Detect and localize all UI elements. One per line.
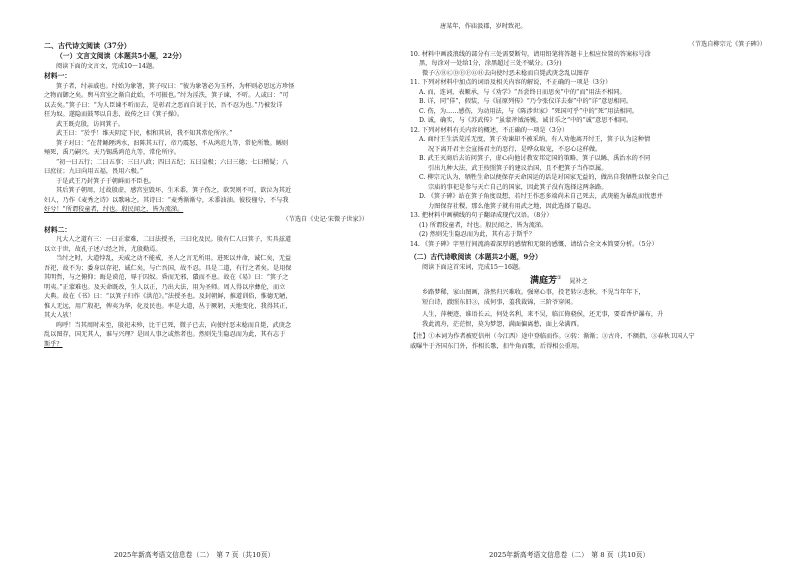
poetry-section-title: （二）古代诗歌阅读（本题共2小题，9分）: [410, 253, 542, 261]
text-line: 明夷。”正蒙难也。及天命既改，生人以正，乃出大法，用为圣师。周人得以序彝伦，而立: [44, 283, 286, 291]
text-line-underlined: 好兮！”所谓狡童者，纣也。殷民闻之，皆为流涕。: [44, 206, 184, 213]
poem-name: 满庭芳: [530, 276, 558, 286]
poem-note: 戚曝牛于齐国东门外，作相长歌，扣牛角而歌，后得相公重用。: [410, 342, 584, 350]
option-text: 况下离开君主会宣扬君主的恶行，是哗众取宠，不忍心这样做。: [428, 145, 602, 153]
option-a: A. 商纣王生活荒淫无度，箕子劝谏却不被采纳，有人劝他离开纣王，箕子认为这种情: [419, 136, 651, 143]
question-12: [410, 126, 784, 212]
material1-label: 材料一：: [44, 72, 72, 80]
text-line: 箕子对曰：“在昔鲧陻鸿水，汩陈其五行，帝乃震怒，不从鸿范九等，常伦所斁。鲧则: [56, 139, 289, 147]
material2-text: [44, 235, 386, 349]
option-a: A. 而，连词，表顺承，与《劝学》“吾尝终日而思矣”中的“而”用法不相同。: [419, 88, 626, 96]
text-line: 唐某年，作庙汲郡，岁时致祀。: [440, 23, 527, 30]
text-line: 其大人欤！: [44, 312, 75, 319]
text-line: “初一曰五行；二曰五事；三曰八政；四曰五纪；五曰皇极；六曰三德；七曰稽疑；八: [56, 158, 289, 166]
option-text: 宗庙的事祀是参与天亡自己的国家，因此箕子没有选择这两条路。: [428, 183, 608, 191]
page-7: [4, 0, 392, 566]
text-line-underlined: 斯乎？: [44, 340, 63, 348]
question-stem: 14. 《箕子碑》字里行间流淌着深厚的感情和无限的感慨，请结合全文本简要分析。（5分）: [410, 240, 658, 248]
poem-footnote-mark: ①: [557, 275, 562, 281]
subsection-title: （一）文言文阅读（本题共5小题，22分）: [56, 52, 186, 60]
answer-marks: 微子ⒶⒷⒸⒹⒺⒻⒼⒽ去向使纣恶未稔而自毙武庚念乱以图存: [422, 69, 590, 77]
source-note-2: （节选自柳宗元《箕子碑》）: [688, 40, 766, 48]
option-c: C. 伤，为……感伤，为动用法，与《陈涉世家》“死国可乎”中的“死”用法相同。: [419, 107, 639, 115]
text-line: 殛死，禹乃嗣兴。天乃锡禹鸿范九等，常伦所序。: [44, 149, 181, 156]
material1-text: [44, 82, 386, 215]
question-13: [410, 211, 784, 240]
text-line: 呜呼！当其周时未至，殷祀未殄，比干已死，微子已去，向使纣恶未稔而自毙，武庚念: [56, 321, 292, 329]
text-line: 曰庶征；九曰向用五福，畏用六极。”: [44, 168, 144, 175]
question-text: 黑，每涂对一处给1分，涂黑超过三处不赋分。(3分): [419, 60, 562, 67]
text-line: 武王既克殷，访问箕子。: [56, 120, 125, 128]
poem-note: 【注】①本词为作者被贬信州（今江西）途中登临而作。②转：渐渐；③古舟，不额指，③春秋卫国人宁: [410, 333, 695, 340]
text-line: 凡大人之道有三：一曰正蒙难，二曰法授圣，三曰化及民。殷有仁人曰箕子，实具兹道: [56, 236, 292, 243]
text-line: 其后箕子朝周，过故殷虚，感宫室毁坏，生禾黍，箕子伤之，欲哭则不可，欲泣为其近: [56, 187, 292, 194]
text-line: 惟人无远，用广殷祀，俾夷为华，化及民也。率是大道，丛于厥躬，天地变化，我得其正，: [44, 302, 292, 310]
poem-title: [410, 272, 784, 288]
option-text: 引出九种大法，武王按照箕子的建议治国，且不把箕子当作臣属。: [428, 164, 608, 172]
option-b: B. 武王灭商后去访问箕子，虚心向他讨教安邦定国的策略，箕子以鲧、禹治水的不同: [419, 155, 651, 162]
question-stem: 12. 下列对材料有关内容的概述，不正确的一项是（3分）: [410, 126, 569, 134]
text-line: 于是武王乃封箕子于朝鲜而不臣也。: [56, 177, 155, 185]
page-8: [404, 0, 792, 566]
text-line: 其明哲，与之俯仰；晦是谟范，辱于囚奴。昏而无邪，隤而不息。故在《易》曰：“箕子之: [44, 274, 289, 281]
section-title: 二、古代诗文阅读（37分）: [44, 41, 131, 50]
question-stem: 13. 把材料中画横线的句子翻译成现代汉语。（8分）: [410, 212, 553, 219]
option-d: D. 诚，确实，与《苏武传》“虽蒙斧钺汤镬，诚甘乐之”中的“诚”意思不相同。: [419, 117, 633, 124]
text-line: 吾祀，故不为；委身以存祀，诚仁矣，与亡吾国，故不忍。具是二道，有行之者矣。是用保: [44, 264, 292, 272]
poem-body: [410, 288, 784, 329]
text-line: 乱以图存，国无其人，谁与兴理？是固人事之或然者也。然则先生隐忍而为此，其有志于: [44, 331, 286, 338]
sub-question: (2) 然则先生隐忍而为此，其有志于斯乎？: [419, 231, 535, 238]
material2-label: 材料二：: [44, 225, 72, 234]
text-line: 武王曰：“於乎！维天阴定下民，相和其居，我不知其常伦所序。”: [56, 130, 233, 137]
poem-line: 乡路梦稀，家山图画，洛然归兴难收。强寒心事，投老转②悲秋。不见当年年下，: [422, 289, 645, 296]
text-line: 狂为奴。遂隐而鼓琴以自悲，故传之曰《箕子操》。: [44, 111, 184, 118]
text-line: 以立于世，故孔子述六经之旨，尤殷勤焉。: [44, 245, 162, 253]
option-b: B. 详，同“佯”，假装，与《屈原列传》“乃令张仪详去秦”中的“详”意思相同。: [419, 98, 633, 105]
text-line: 当纣之时，大道悖乱，天威之动不能戒，圣人之言无所用。进死以并命，诚仁矣，无益: [56, 255, 292, 262]
question-10: [410, 50, 784, 79]
option-d: D. 《箕子碑》站在箕子角度设想，若纣王作恶多端尚未自己死去，武庚能为暴乱而忧患并: [419, 193, 663, 200]
poem-line: 我此流舟，茫茫恨，莫为梦怨，满面偏离愁，面上朵满西。: [422, 320, 583, 328]
question-11: [410, 78, 784, 126]
poetry-instruction: 阅读下面这首宋词，完成15～16题。: [422, 263, 525, 271]
source-note-1: （节选自《史记·宋微子世家》）: [282, 215, 368, 223]
text-line: 以去矣。”箕子曰：“为人臣谏不听而去，是彰君之恶而自说于民，吾不忍为也。”乃被发详: [44, 101, 283, 109]
page-footer: 2025年新高考语文信息卷（二） 第 7 页（共10页）: [114, 551, 275, 559]
page-footer: 2025年新高考语文信息卷（二） 第 8 页（共10页）: [489, 551, 650, 559]
question-14: [410, 240, 784, 250]
text-line: 妇人，乃作《麦秀之诗》以歌咏之。其诗曰：“麦秀渐渐兮，禾黍油油。彼狡僮兮，不与我: [44, 196, 289, 204]
text-line: 大典。故在《书》曰：“以箕子归作《洪范》。”法授圣也。及封朝鲜，推道训俗，惟德无陋，: [44, 293, 292, 300]
option-c: C. 柳宗元认为，牺牲生命以便保存天命国运的话是对国家无益的，做出自我牺牲以保全自己: [419, 174, 669, 181]
question-stem: 10. 材料中画波浪线的部分有三处需要断句，请用铅笔将答题卡上相应位置的答案标号涂: [410, 50, 651, 58]
instruction: 阅读下面的文言文，完成10～14题。: [56, 62, 159, 70]
question-stem: 11. 下列对材料中加点的词语及相关内容的解说，不正确的一项是（3分）: [410, 79, 612, 86]
option-text: 力图保存社稷，那么他箕子就有用武之地，因此选择了隐忍。: [428, 202, 596, 210]
poem-line: 短白诗，澈照东旧③，成何事，羞我裁锦，三阶爷穿闲。: [422, 298, 577, 306]
poem-line: 人生，萍梗迹，谁语长云，何处名利，来不吴，临江倚骁侯，还无事，要看香炉瀑布，升: [422, 311, 664, 318]
poem-author: 晁补之: [569, 278, 588, 285]
text-line: 箕子者，纣亲戚也。纣始为象箸，箕子叹曰：“彼为象箸必为玉杯，为杯则必思远方珍怪: [56, 82, 295, 90]
sub-question: (1) 所谓狡童者，纣也。殷民闻之，皆为流涕。: [419, 221, 548, 229]
text-line: 之物而御之矣。舆马宫室之渐自此始，不可振也。”纣为淫泆，箕子谏，不听。人或曰：“可: [44, 92, 289, 99]
